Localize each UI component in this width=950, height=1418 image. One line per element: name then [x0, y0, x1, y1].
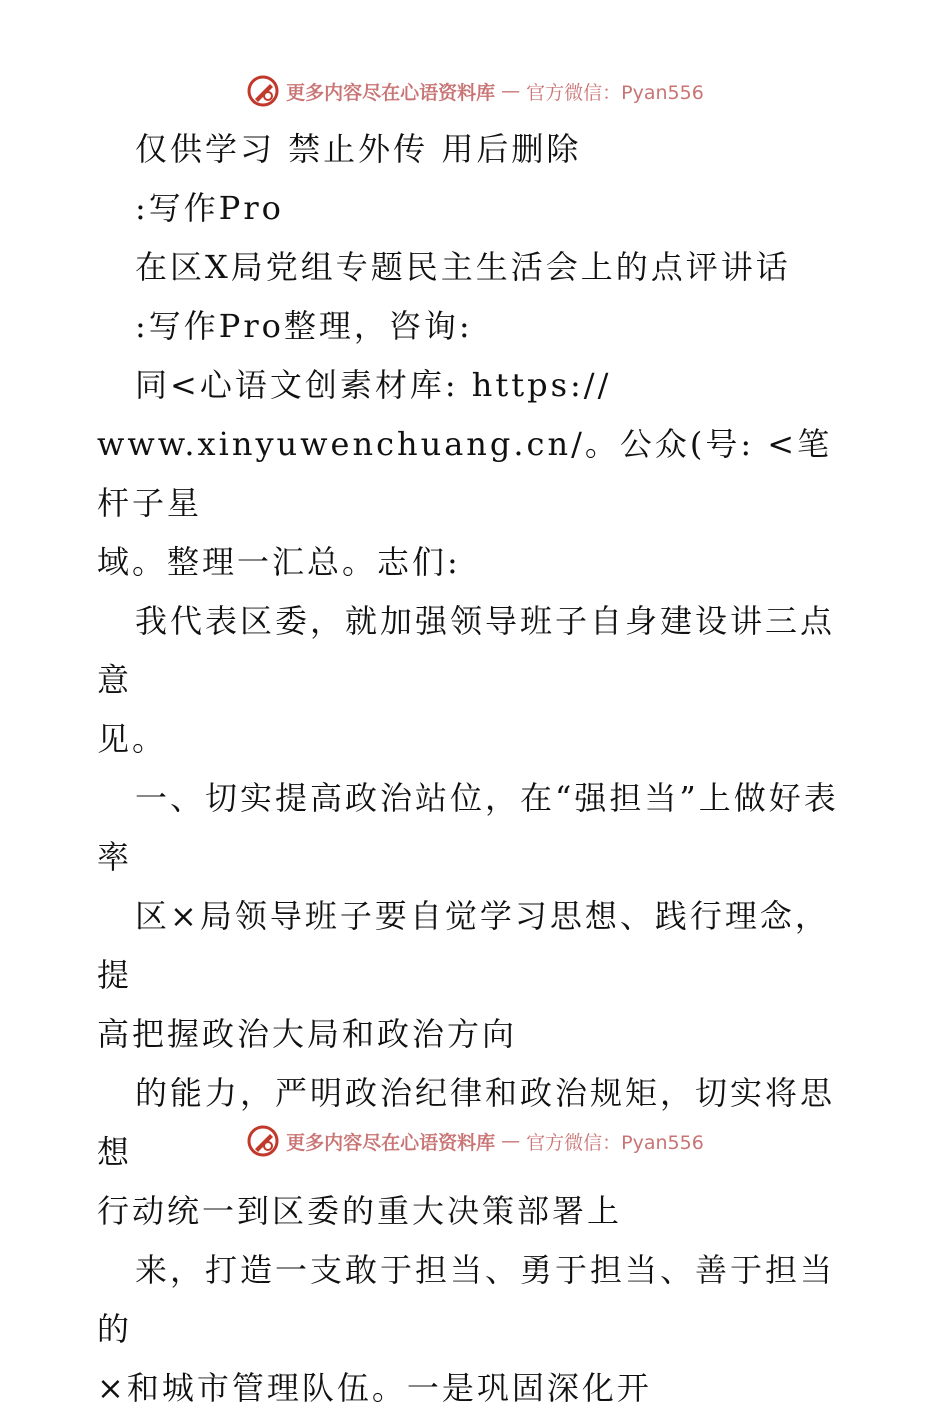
text-line: 来，打造一支敢于担当、勇于担当、善于担当的: [97, 1251, 836, 1348]
watermark-separator: —: [501, 80, 521, 102]
section-heading-continued: 率: [97, 838, 133, 876]
text-line: 仅供学习 禁止外传 用后删除: [135, 130, 582, 168]
watermark-wechat-text: 官方微信：Pyan556: [526, 81, 704, 104]
watermark-wechat-text: 官方微信：Pyan556: [526, 1131, 704, 1154]
pen-badge-icon: [246, 1124, 280, 1158]
text-line: ×和城市管理队伍。一是巩固深化开: [97, 1369, 652, 1407]
text-line: 同<心语文创素材库: https://: [135, 366, 612, 404]
text-line: 见。: [97, 720, 168, 758]
text-line: :写作Pro: [135, 189, 284, 227]
text-line: 的能力，严明政治纪律和政治规矩，切实将思想: [97, 1074, 836, 1171]
pen-badge-icon: [246, 74, 280, 108]
text-line: 我代表区委，就加强领导班子自身建设讲三点意: [97, 602, 836, 699]
text-line: 高把握政治大局和政治方向: [97, 1015, 518, 1053]
watermark-main-text: 更多内容尽在心语资料库: [286, 1131, 496, 1154]
footer-watermark: [0, 1124, 950, 1158]
document-title: 在区X局党组专题民主生活会上的点评讲话: [135, 248, 791, 286]
section-heading: 一、切实提高政治站位，在“强担当”上做好表: [135, 779, 839, 817]
watermark-main-text: 更多内容尽在心语资料库: [286, 81, 496, 104]
text-line: :写作Pro整理，咨询:: [135, 307, 473, 345]
text-line: 区×局领导班子要自觉学习思想、践行理念，提: [97, 897, 830, 994]
document-body: [97, 120, 857, 1418]
header-watermark: [0, 74, 950, 108]
text-line: 行动统一到区委的重大决策部署上: [97, 1192, 623, 1230]
watermark-separator: —: [501, 1130, 521, 1152]
text-line: 域。整理一汇总。志们:: [97, 543, 461, 581]
text-line: www.xinyuwenchuang.cn/。公众(号: <笔杆子星: [97, 425, 833, 522]
